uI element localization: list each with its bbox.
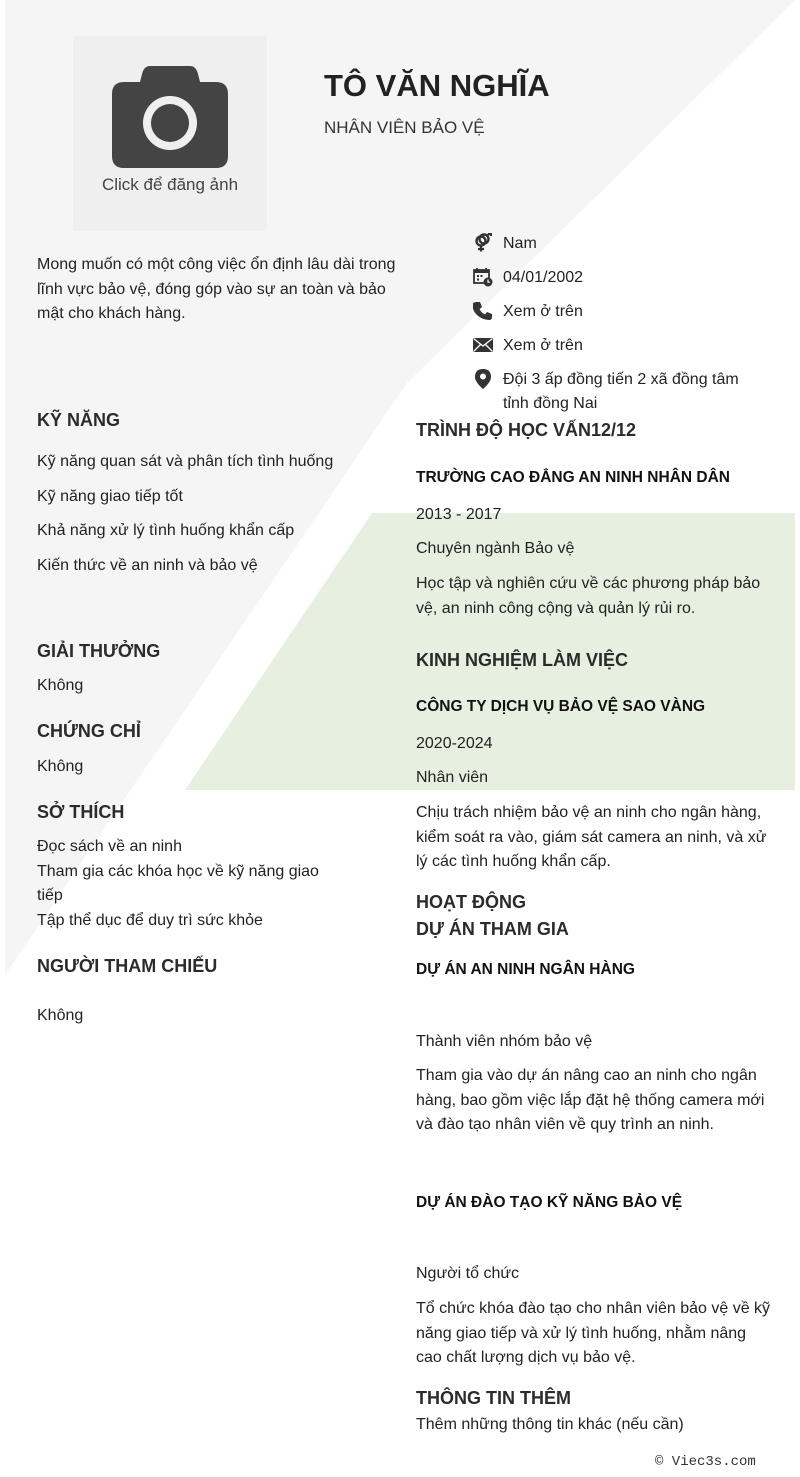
experience-heading: KINH NGHIỆM LÀM VIỆC bbox=[416, 650, 629, 670]
gender-icon bbox=[472, 232, 494, 254]
phone-icon bbox=[472, 300, 494, 322]
skill-item: Kỹ năng quan sát và phân tích tình huống bbox=[37, 453, 334, 470]
certificates-heading: CHỨNG CHỈ bbox=[37, 721, 141, 741]
skill-item: Khả năng xử lý tình huống khẩn cấp bbox=[37, 522, 295, 539]
copyright-footer: © Viec3s.com bbox=[655, 1454, 756, 1470]
project-description: Tham gia vào dự án nâng cao an ninh cho ngân hàng, bao gồm việc lắp đặt hệ thống camera mới và đào tạo nhân viên về quy trình an ninh. bbox=[416, 1067, 765, 1133]
skills-heading: KỸ NĂNG bbox=[37, 410, 121, 430]
hobbies-heading: SỞ THÍCH bbox=[37, 802, 125, 822]
education-description: Học tập và nghiên cứu về các phương pháp bảo vệ, an ninh công cộng và quản lý rủi ro. bbox=[416, 575, 761, 617]
additional-info-heading: THÔNG TIN THÊM bbox=[416, 1388, 571, 1408]
camera-icon bbox=[112, 66, 228, 168]
personal-info-list bbox=[472, 232, 762, 426]
photo-upload[interactable] bbox=[73, 36, 267, 231]
hobbies-list bbox=[37, 835, 347, 933]
email-icon bbox=[472, 334, 494, 356]
references-heading: NGƯỜI THAM CHIẾU bbox=[37, 956, 218, 976]
candidate-name: TÔ VĂN NGHĨA bbox=[324, 68, 550, 103]
candidate-position: NHÂN VIÊN BẢO VỆ bbox=[324, 118, 485, 137]
location-icon bbox=[472, 368, 494, 390]
hobby-item: Tập thể dục để duy trì sức khỏe bbox=[37, 911, 263, 929]
education-heading: TRÌNH ĐỘ HỌC VẤN12/12 bbox=[416, 420, 637, 440]
info-phone bbox=[472, 300, 762, 324]
awards-heading: GIẢI THƯỞNG bbox=[37, 641, 161, 661]
experience-period: 2020-2024 bbox=[416, 735, 493, 752]
education-school: TRƯỜNG CAO ĐẲNG AN NINH NHÂN DÂN bbox=[416, 469, 730, 486]
experience-company: CÔNG TY DỊCH VỤ BẢO VỆ SAO VÀNG bbox=[416, 698, 706, 715]
project-name: DỰ ÁN ĐÀO TẠO KỸ NĂNG BẢO VỆ bbox=[416, 1194, 683, 1211]
certificates-value: Không bbox=[37, 758, 84, 775]
skill-item: Kỹ năng giao tiếp tốt bbox=[37, 487, 183, 505]
activities-heading: HOẠT ĐỘNG bbox=[416, 892, 526, 912]
gender-value: Nam bbox=[503, 235, 537, 252]
hobby-item: Tham gia các khóa học về kỹ năng giao tiếp bbox=[37, 862, 319, 904]
info-gender bbox=[472, 232, 762, 256]
project-role: Người tổ chức bbox=[416, 1265, 520, 1282]
email-value[interactable]: Xem ở trên bbox=[503, 337, 583, 354]
references-value: Không bbox=[37, 1007, 84, 1024]
project-description: Tổ chức khóa đào tạo cho nhân viên bảo vệ về kỹ năng giao tiếp và xử lý tình huống, nhằm nâng cao chất lượng dịch vụ bảo vệ. bbox=[416, 1300, 771, 1366]
info-birthdate bbox=[472, 266, 762, 290]
projects-heading: DỰ ÁN THAM GIA bbox=[416, 919, 569, 939]
education-major: Chuyên ngành Bảo vệ bbox=[416, 540, 575, 557]
info-address bbox=[472, 368, 762, 416]
career-objective: Mong muốn có một công việc ổn định lâu dài trong lĩnh vực bảo vệ, đóng góp vào sự an toàn và bảo mật cho khách hàng. bbox=[37, 256, 396, 322]
education-period: 2013 - 2017 bbox=[416, 506, 502, 523]
skills-list bbox=[37, 450, 337, 578]
skill-item: Kiến thức về an ninh và bảo vệ bbox=[37, 556, 258, 574]
awards-value: Không bbox=[37, 677, 84, 694]
address-value: Đội 3 ấp đồng tiến 2 xã đồng tâm tỉnh đồng Nai bbox=[503, 371, 739, 412]
experience-description: Chịu trách nhiệm bảo vệ an ninh cho ngân hàng, kiểm soát ra vào, giám sát camera an ninh, và xử lý các tình huống khẩn cấp. bbox=[416, 804, 767, 870]
hobby-item: Đọc sách về an ninh bbox=[37, 838, 182, 855]
birthdate-value: 04/01/2002 bbox=[503, 269, 584, 286]
additional-info-value: Thêm những thông tin khác (nếu cần) bbox=[416, 1416, 684, 1433]
info-email bbox=[472, 334, 762, 358]
photo-caption: Click để đăng ảnh bbox=[101, 175, 239, 194]
calendar-icon bbox=[472, 266, 494, 288]
project-role: Thành viên nhóm bảo vệ bbox=[416, 1033, 593, 1050]
experience-role: Nhân viên bbox=[416, 769, 489, 786]
phone-value[interactable]: Xem ở trên bbox=[503, 303, 583, 320]
project-name: DỰ ÁN AN NINH NGÂN HÀNG bbox=[416, 961, 635, 978]
